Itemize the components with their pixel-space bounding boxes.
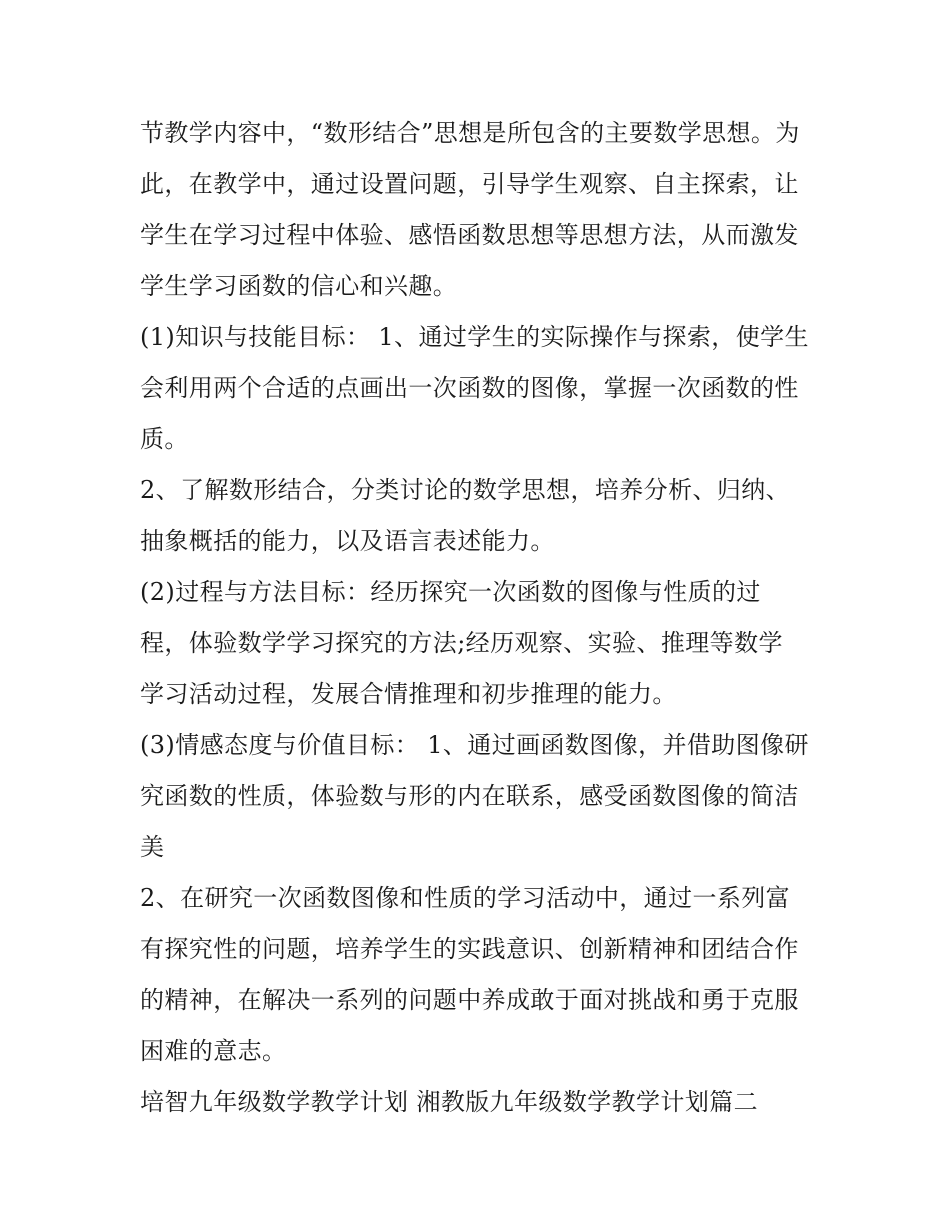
text-line: 学生学习函数的信心和兴趣。 xyxy=(140,272,458,300)
text-line: 学生在学习过程中体验、感悟函数思想等思想方法，从而激发 xyxy=(140,221,799,249)
text-line: (2)过程与方法目标：经历探究一次函数的图像与性质的过 xyxy=(140,578,761,606)
text-line: 究函数的性质，体验数与形的内在联系，感受函数图像的简洁 xyxy=(140,782,799,810)
text-line: 的精神，在解决一系列的问题中养成敢于面对挑战和勇于克服 xyxy=(140,986,799,1014)
text-line: 美 xyxy=(140,833,165,861)
text-line: 质。 xyxy=(140,425,189,453)
document-body xyxy=(140,108,820,1128)
text-line: 有探究性的问题，培养学生的实践意识、创新精神和团结合作 xyxy=(140,935,799,963)
text-line: 学习活动过程，发展合情推理和初步推理的能力。 xyxy=(140,680,677,708)
text-line: 2、了解数形结合，分类讨论的数学思想，培养分析、归纳、 xyxy=(140,476,791,504)
text-line: 程，体验数学学习探究的方法;经历观察、实验、推理等数学 xyxy=(140,629,783,657)
text-line: (1)知识与技能目标： 1、通过学生的实际操作与探索，使学生 xyxy=(140,323,809,351)
text-line: 抽象概括的能力，以及语言表述能力。 xyxy=(140,527,555,555)
text-line: 节教学内容中，“数形结合”思想是所包含的主要数学思想。为 xyxy=(140,119,800,147)
section-title-line: 培智九年级数学教学计划 湘教版九年级数学教学计划篇二 xyxy=(140,1088,759,1116)
text-line: 2、在研究一次函数图像和性质的学习活动中，通过一系列富 xyxy=(140,884,791,912)
text-line: (3)情感态度与价值目标： 1、通过画函数图像，并借助图像研 xyxy=(140,731,809,759)
text-line: 此，在教学中，通过设置问题，引导学生观察、自主探索，让 xyxy=(140,170,799,198)
text-line: 困难的意志。 xyxy=(140,1037,287,1065)
text-line: 会利用两个合适的点画出一次函数的图像，掌握一次函数的性 xyxy=(140,374,799,402)
